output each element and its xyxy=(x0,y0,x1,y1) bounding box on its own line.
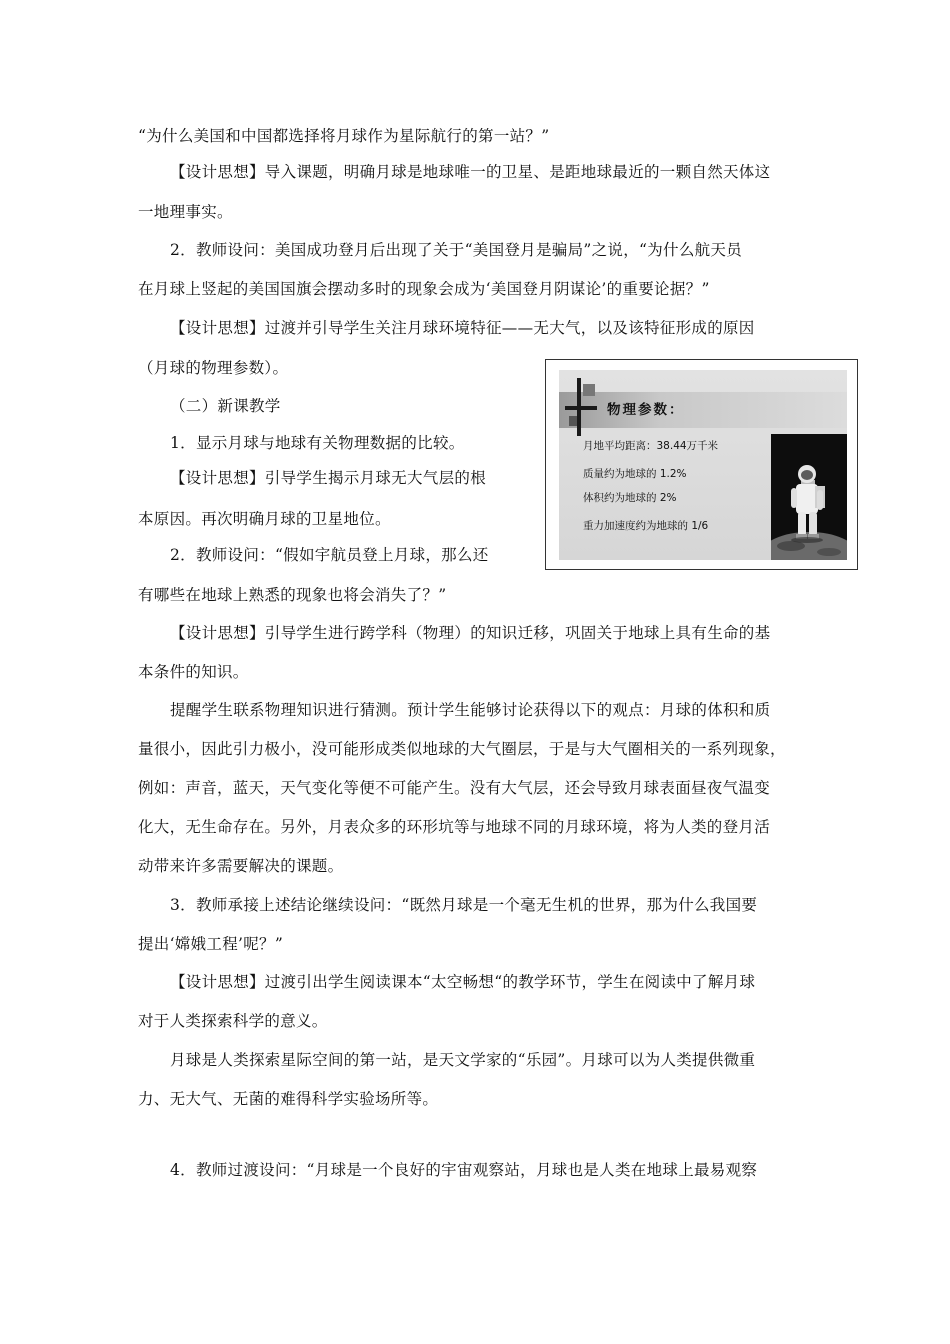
text-line: 月球是人类探索星际空间的第一站，是天文学家的“乐园”。月球可以为人类提供微重 xyxy=(170,1051,756,1069)
section-heading: （二）新课教学 xyxy=(170,397,281,415)
decor-square xyxy=(583,384,595,396)
text-line: 一地理事实。 xyxy=(138,203,233,221)
text-line: 3．教师承接上述结论继续设问：“既然月球是一个毫无生机的世界，那为什么我国要 xyxy=(170,896,758,914)
physical-parameters-figure xyxy=(545,359,858,570)
text-line: （月球的物理参数）。 xyxy=(138,359,289,377)
text-line: 本条件的知识。 xyxy=(138,663,249,681)
text-line: 【设计思想】引导学生进行跨学科（物理）的知识迁移，巩固关于地球上具有生命的基 xyxy=(170,624,771,642)
text-line: 量很小，因此引力极小，没可能形成类似地球的大气圈层，于是与大气圈相关的一系列现象， xyxy=(138,740,786,758)
text-line: 【设计思想】过渡并引导学生关注月球环境特征——无大气，以及该特征形成的原因 xyxy=(170,319,755,337)
param-distance: 月地平均距离：38.44万千米 xyxy=(583,440,719,452)
text-line: 力、无大气、无菌的难得科学实验场所等。 xyxy=(138,1090,439,1108)
text-line: 在月球上竖起的美国国旗会摆动多时的现象会成为‘美国登月阴谋论’的重要论据？” xyxy=(138,280,710,298)
text-line: 例如：声音，蓝天，天气变化等便不可能产生。没有大气层，还会导致月球表面昼夜气温变 xyxy=(138,779,771,797)
text-line: 化大，无生命存在。另外，月表众多的环形坑等与地球不同的月球环境，将为人类的登月活 xyxy=(138,818,771,836)
text-line: 【设计思想】引导学生揭示月球无大气层的根 xyxy=(170,469,487,487)
text-line: 1．显示月球与地球有关物理数据的比较。 xyxy=(170,434,465,452)
text-line: “为什么美国和中国都选择将月球作为星际航行的第一站？” xyxy=(138,127,550,145)
text-line: 【设计思想】导入课题，明确月球是地球唯一的卫星、是距地球最近的一颗自然天体这 xyxy=(170,163,771,181)
text-line: 提出‘嫦娥工程’呢？” xyxy=(138,935,284,953)
text-line: 有哪些在地球上熟悉的现象也将会消失了？” xyxy=(138,586,447,604)
text-line: 2．教师设问：美国成功登月后出现了关于“美国登月是骗局”之说，“为什么航天员 xyxy=(170,241,743,259)
astronaut-photo-icon xyxy=(771,434,847,560)
param-gravity: 重力加速度约为地球的 1/6 xyxy=(583,520,709,532)
text-line: 【设计思想】过渡引出学生阅读课本“太空畅想“的教学环节，学生在阅读中了解月球 xyxy=(170,973,756,991)
text-line: 4．教师过渡设问：“月球是一个良好的宇宙观察站，月球也是人类在地球上最易观察 xyxy=(170,1161,758,1179)
text-line: 2．教师设问：“假如宇航员登上月球，那么还 xyxy=(170,546,489,564)
slide-title: 物理参数： xyxy=(607,402,685,418)
param-volume: 体积约为地球的 2% xyxy=(583,492,677,504)
param-mass: 质量约为地球的 1.2% xyxy=(583,468,687,480)
text-line: 本原因。再次明确月球的卫星地位。 xyxy=(138,510,391,528)
text-line: 对于人类探索科学的意义。 xyxy=(138,1012,328,1030)
text-line: 提醒学生联系物理知识进行猜测。预计学生能够讨论获得以下的观点：月球的体积和质 xyxy=(170,701,771,719)
decor-bar xyxy=(565,406,597,410)
slide-image xyxy=(559,370,847,560)
text-line: 动带来许多需要解决的课题。 xyxy=(138,857,344,875)
slide-banner xyxy=(559,392,847,428)
